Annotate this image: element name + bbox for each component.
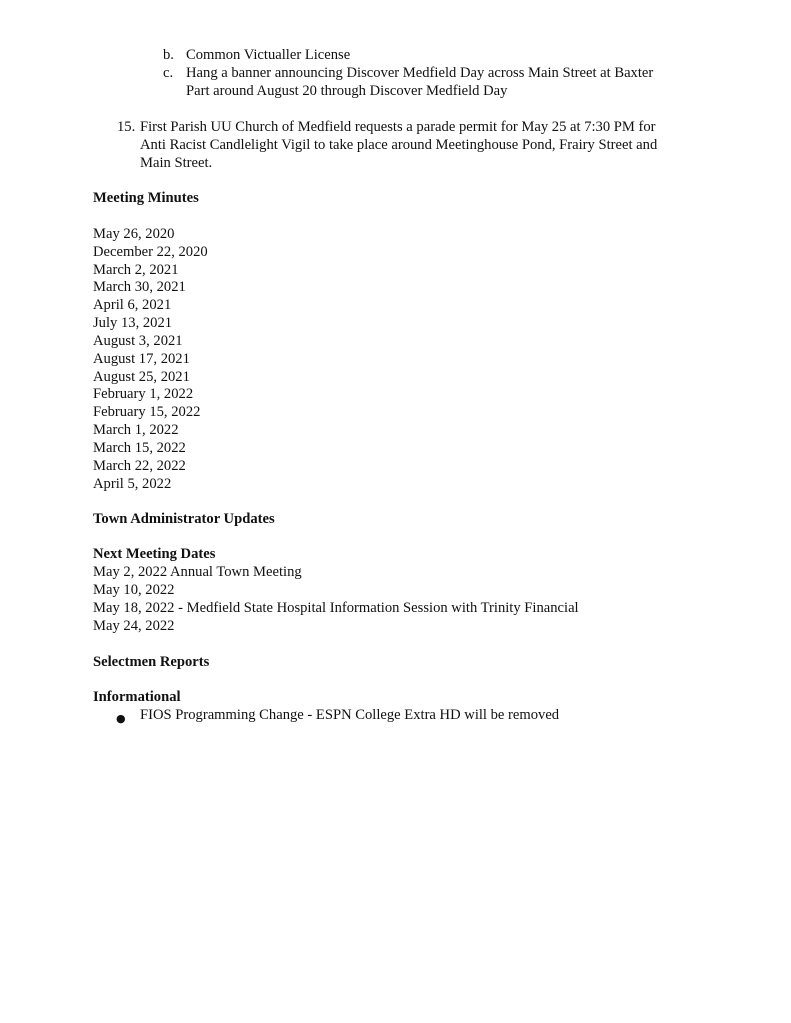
- list-item: March 22, 2022: [93, 458, 186, 474]
- bullet-icon: ●: [116, 712, 126, 725]
- list-item: May 10, 2022: [93, 582, 175, 598]
- list-item: May 26, 2020: [93, 226, 175, 242]
- list-item: February 1, 2022: [93, 386, 194, 402]
- selectmen-heading: Selectmen Reports: [93, 654, 210, 670]
- list-item: August 25, 2021: [93, 369, 190, 385]
- list-item: April 5, 2022: [93, 476, 172, 492]
- list-item: February 15, 2022: [93, 404, 201, 420]
- informational-item: FIOS Programming Change - ESPN College Extra HD will be removed: [140, 707, 560, 723]
- meeting-minutes-heading: Meeting Minutes: [93, 190, 199, 206]
- list-item: May 18, 2022 - Medfield State Hospital Information Session with Trinity Financial: [93, 600, 579, 616]
- list-item: July 13, 2021: [93, 315, 173, 331]
- sub-item-marker-b: b.: [163, 47, 174, 63]
- list-item: March 15, 2022: [93, 440, 186, 456]
- town-admin-heading: Town Administrator Updates: [93, 511, 275, 527]
- list-item: March 2, 2021: [93, 262, 179, 278]
- list-item: August 3, 2021: [93, 333, 183, 349]
- item-15-line1: First Parish UU Church of Medfield requests a parade permit for May 25 at 7:30 PM for: [140, 119, 656, 135]
- next-meeting-heading: Next Meeting Dates: [93, 546, 216, 562]
- item-15-line2: Anti Racist Candlelight Vigil to take place around Meetinghouse Pond, Frairy Street and: [140, 137, 658, 153]
- list-item: December 22, 2020: [93, 244, 208, 260]
- list-item: March 1, 2022: [93, 422, 179, 438]
- item-15-line3: Main Street.: [140, 155, 213, 171]
- sub-item-b-text: Common Victualler License: [186, 47, 351, 63]
- list-item: March 30, 2021: [93, 279, 186, 295]
- sub-item-c-text-line1: Hang a banner announcing Discover Medfield Day across Main Street at Baxter: [186, 65, 654, 81]
- list-item: May 2, 2022 Annual Town Meeting: [93, 564, 302, 580]
- list-item: April 6, 2021: [93, 297, 172, 313]
- item-15-number: 15.: [117, 119, 136, 135]
- list-item: May 24, 2022: [93, 618, 175, 634]
- informational-heading: Informational: [93, 689, 181, 705]
- list-item: August 17, 2021: [93, 351, 190, 367]
- sub-item-marker-c: c.: [163, 65, 174, 81]
- sub-item-c-text-line2: Part around August 20 through Discover Medfield Day: [186, 83, 508, 99]
